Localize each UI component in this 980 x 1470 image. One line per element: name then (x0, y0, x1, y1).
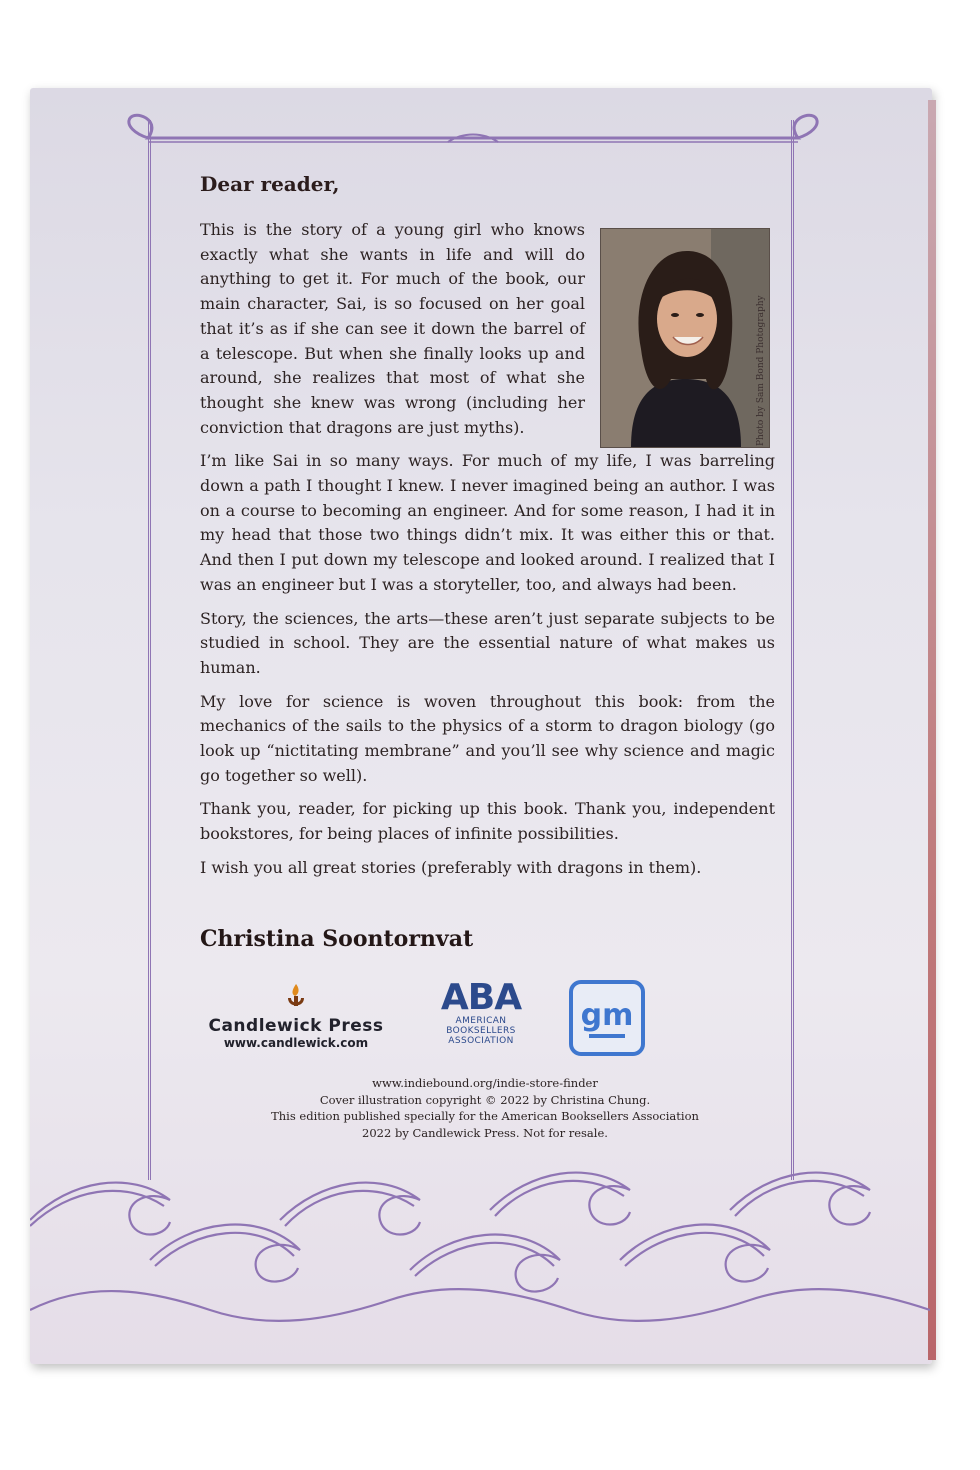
letter-paragraph: I wish you all great stories (preferably with dragons in them). (200, 857, 702, 877)
candlewick-logo (196, 982, 396, 1050)
author-signature: Christina Soontornvat (200, 926, 474, 952)
candle-flame-icon (283, 982, 309, 1012)
letter-paragraph: This is the story of a young girl who knows exactly what she wants in life and will do anything to get it. For much of the book, our main character, Sai, is so focused on her goal that it’s as if she can see it down the barrel of a telescope. But when she finally looks up and around, she realizes that most of what she thought she knew was wrong (including her conviction that dragons are just myths). (200, 220, 585, 437)
wave-border-decoration (30, 1160, 930, 1350)
credits-block (250, 1076, 720, 1142)
letter-paragraph: My love for science is woven throughout this book: from the mechanics of the sails to the physics of a storm to dragon biology (go look up “nictitating membrane” and you’ll see why science and magic go together so well). (200, 691, 775, 785)
candlewick-url: www.candlewick.com (223, 1036, 369, 1050)
letter-paragraph: I’m like Sai in so many ways. For much of my life, I was barreling down a path I thought I knew. I never imagined being an author. I was on a course to becoming an engineer. And for some reason, I had it in my head that those two things didn’t mix. It was either this or that. And then I put down my telescope and looked around. I realized that I was an engineer but I was a storyteller, too, and always had been. (200, 451, 775, 594)
gm-underline (589, 1034, 625, 1038)
aba-line: ASSOCIATION (448, 1036, 514, 1046)
gm-logo (569, 980, 645, 1056)
photo-credit: Photo by Sam Bond Photography (756, 295, 766, 446)
credit-line: www.indiebound.org/indie-store-finder (372, 1076, 598, 1090)
letter-paragraph: Thank you, reader, for picking up this book. Thank you, independent bookstores, for being places of infinite possibilities. (200, 799, 775, 844)
aba-logo (440, 977, 522, 1046)
letter-greeting: Dear reader, (200, 172, 340, 196)
aba-line: AMERICAN (455, 1016, 507, 1026)
candlewick-name: Candlewick Press (208, 1016, 384, 1036)
aba-line: BOOKSELLERS (446, 1026, 516, 1036)
gm-text: gm (580, 998, 634, 1033)
letter-paragraph: Story, the sciences, the arts—these aren’t just separate subjects to be studied in school. They are the essential nature of what makes us human. (200, 608, 775, 677)
credit-line: Cover illustration copyright © 2022 by Christina Chung. (319, 1092, 651, 1107)
credit-line: 2022 by Candlewick Press. Not for resale. (362, 1125, 608, 1140)
letter-body (200, 218, 775, 890)
credit-line: This edition published specially for the American Booksellers Association (271, 1109, 699, 1123)
aba-letters: ABA (440, 977, 522, 1018)
